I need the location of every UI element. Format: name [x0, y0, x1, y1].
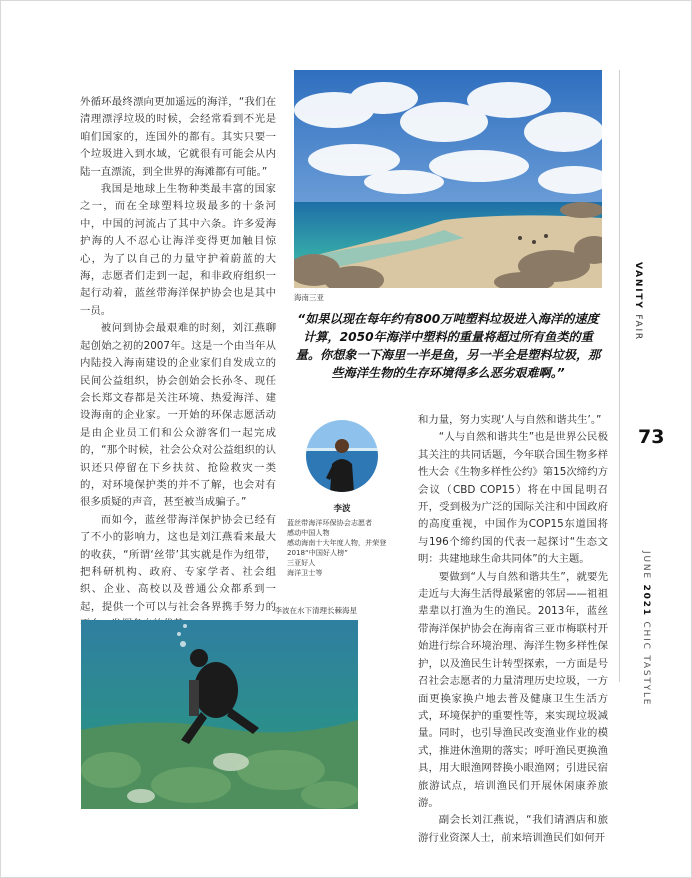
magazine-name	[633, 262, 643, 341]
page-number: 73	[638, 426, 665, 448]
person-photo-icon	[306, 420, 378, 492]
profile-line: 蓝丝带海洋环保协会志愿者	[287, 518, 373, 527]
profile-line: 2018“中国好人榜”	[287, 548, 348, 557]
issue-month: JUNE	[641, 551, 651, 580]
avatar	[306, 420, 378, 492]
pull-quote: “如果以现在每年约有800万吨塑料垃圾进入海洋的速度计算，2050年海洋中塑料的重量将超过所有鱼类的重量。你想象一下海里一半是鱼，另一半全是塑料垃圾，那些海洋生物的生存环境得多么恶劣艰难啊。”	[295, 312, 601, 380]
diver-photo-caption: 李波在水下清理长棘海星	[274, 606, 357, 615]
beach-photo	[294, 70, 602, 288]
diver-photo-art	[81, 620, 358, 809]
issue-year: 2021	[641, 584, 651, 617]
paragraph: “人与自然和谐共生”也是世界公民极其关注的共同话题，今年联合国生物多样性大会《生物多样性公约》第15次缔约方会议（CBD COP15）将在中国昆明召开，受到极为广泛的国际关注和中国政府的高度重视，中国作为COP15东道国将与196个缔约国的代表一起探讨“生态文明：共建地球生命共同体”的大主题。	[418, 431, 608, 566]
paragraph: 副会长刘江燕说，“我们请酒店和旅游行业资深人士，前来培训渔民们如何开	[418, 814, 608, 844]
magazine-title-suffix: FAIR	[633, 314, 643, 341]
paragraph: 被问到协会最艰难的时刻，刘江燕聊起创始之初的2007年。这是一个由当年从内陆投入海南建设的企业家们自发成立的民间公益组织，协会创始会长孙冬、现任会长郑文春都是关注环境、热爱海洋、建设海南的企业家。一开始的环保志愿活动是由企业员工们和公众游客们一起完成的，“那个时候，社会公众对公益组织的认识还只停留在下乡扶贫、抢险救灾一类的，对环境保护类的并不了解，也会对有很多质疑的声音，甚至被当成骗子。”	[80, 322, 276, 509]
left-text-column	[80, 94, 276, 634]
paragraph: 而如今，蓝丝带海洋保护协会已经有了不小的影响力，这也是刘江燕看来最大的收获，“所谓‘丝带’其实就是作为纽带，把科研机构、政府、专家学者、社会组织、企业、高校以及普通公众都系到一起，提供一个可以与社会各界携手努力的	[80, 513, 276, 613]
magazine-title: VANITY	[633, 262, 643, 310]
paragraph: 我国是地球上生物种类最丰富的国家之一，而在全球塑料垃圾最多的十条河中，中国的河流占了其中六条。许多爱海护海的人不忍心让海洋变得更加触目惊心，为了以自己的力量守护着蔚蓝的大海，志愿者们走到一起，和非政府组织一起行动着，蓝丝带海洋保护协会也是其中一员。	[80, 183, 276, 317]
diver-photo	[81, 620, 358, 809]
beach-photo-art	[294, 70, 602, 288]
right-text-column	[418, 412, 608, 847]
paragraph: 外循环最终漂向更加遥远的海洋，“我们在清理漂浮垃圾的时候，会经常看到不光是咱们国家的，连国外的都有。其实只要一个垃圾进入到水域，它就很有可能会从内陆一直漂流，到全世界的海滩都有可能。”	[80, 96, 276, 178]
profile-line: 三亚好人	[287, 558, 316, 567]
profile-line: 感动中国人物	[287, 528, 330, 537]
profile-name: 李波	[333, 504, 351, 514]
issue-title: CHIC TASTYLE	[641, 621, 651, 707]
profile-description	[287, 518, 411, 578]
profile-line: 海洋卫士等	[287, 568, 323, 577]
issue-line	[641, 551, 651, 706]
paragraph: 要做到“人与自然和谐共生”，就要先走近与大海生活得最紧密的邻居——祖祖辈辈以打渔为生的渔民。2013年，蓝丝带海洋保护协会在海南省三亚市梅联村开始进行综合环境治理、海洋生物多样性保护，以及渔民生计转型探索，一方面是号召社会志愿者的力量清理历史垃圾，一方面更换家换户地去普及健康卫生生活方式，环境保护的重要性等，来实现垃圾减量。同时，也引导渔民改变渔业作业的模式，推进休渔期的落实；呼吁渔民更换渔具，用大眼渔网替换小眼渔网；引进民宿旅游试点，培训渔民们开展休闲康养旅游。	[418, 570, 608, 809]
beach-photo-caption: 海南三亚	[294, 293, 324, 302]
sidebar-rule	[619, 70, 620, 682]
paragraph: 和力量，努力实现‘人与自然和谐共生’。”	[418, 414, 602, 426]
profile-line: 感动海南十大年度人物，并荣登	[287, 538, 387, 547]
